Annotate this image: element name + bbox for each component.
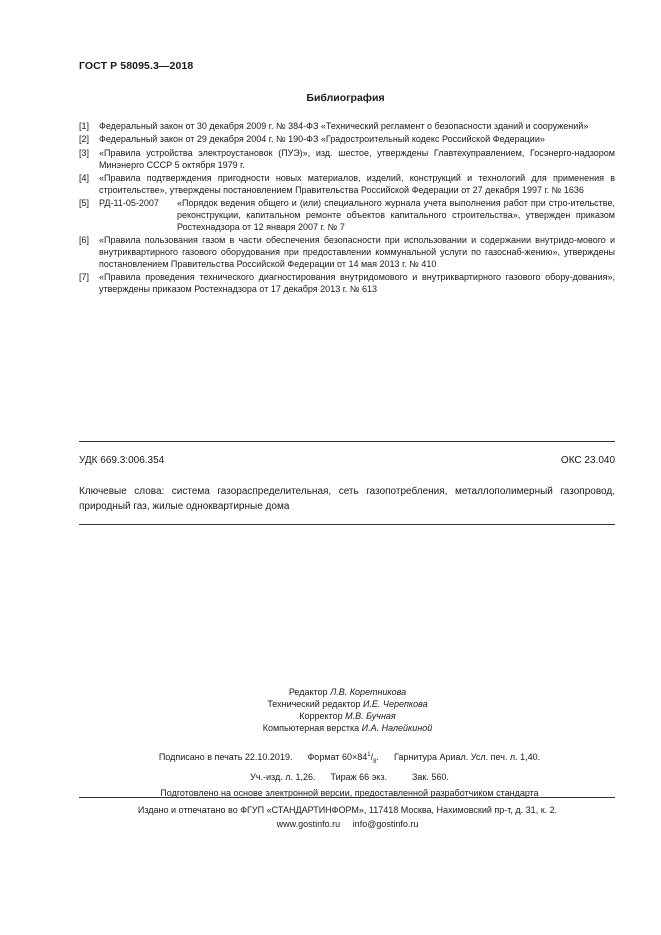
publication-info	[0, 748, 661, 801]
section-title: Библиография	[306, 92, 385, 104]
credit-corrector	[0, 710, 661, 722]
format-period: .	[376, 752, 379, 762]
paper-format: Формат 60×84	[307, 752, 368, 762]
bib-text: «Правила устройства электроустановок (ПУЭ)», изд. шестое, утверждены Главтехуправлением, Госэнерго-надзором Минэнерго СССР 5 октября 1979 г.	[99, 147, 615, 170]
publisher-contacts	[0, 817, 661, 831]
edition-sheets: Уч.-изд. л. 1,26.	[250, 772, 316, 783]
bibliography-item	[79, 198, 615, 233]
standard-header: ГОСТ Р 58095.3—2018	[79, 60, 194, 72]
bibliography-item	[79, 134, 615, 146]
website-link[interactable]: www.gostinfo.ru	[276, 819, 341, 829]
keywords: Ключевые слова: система газораспределительная, сеть газопотребления, металлополимерный газопровод, природный газ, жилые одноквартирные дома	[79, 486, 615, 512]
credit-name: М.В. Бучная	[345, 711, 396, 721]
credit-label: Корректор	[299, 711, 343, 721]
bib-code: РД-11-05-2007	[99, 198, 159, 209]
bib-number: [3]	[79, 147, 90, 158]
credit-name: Л.В. Коретникова	[330, 687, 407, 697]
divider	[79, 441, 615, 442]
credit-name: И.А. Налейкиной	[361, 723, 433, 733]
bibliography-item	[79, 235, 615, 270]
bib-number: [4]	[79, 172, 90, 183]
publication-line: Подписано в печать 22.10.2019. Формат $60\times 84^1/_8$. Гарнитура Ариал. Усл. печ. л. 1,40.	[158, 752, 541, 765]
bib-text: «Правила пользования газом в части обеспечения безопасности при использовании и содержании внутридо-мового и внутриквартирного газового оборудования при предоставлении коммунальной услуги по газоснаб-жению», утверждены постановлением Правительства Российской Федерации от 14 мая 2013 г. № 410	[99, 235, 615, 269]
divider	[79, 797, 615, 798]
email-link[interactable]: info@gostinfo.ru	[352, 819, 419, 829]
credit-label: Компьютерная верстка	[262, 723, 360, 733]
credit-label: Редактор	[288, 687, 328, 697]
typeface-info: Гарнитура Ариал. Усл. печ. л. 1,40.	[393, 752, 541, 762]
credit-editor	[0, 686, 661, 698]
order-number: Зак. 560.	[411, 772, 449, 783]
bib-number: [5]	[79, 198, 90, 209]
bibliography-item	[79, 148, 615, 172]
bib-text: Федеральный закон от 29 декабря 2004 г. № 190-ФЗ «Градостроительный кодекс Российской Федерации»	[99, 134, 545, 145]
bib-number: [2]	[79, 134, 90, 145]
bib-text: Федеральный закон от 30 декабря 2009 г. № 384-ФЗ «Технический регламент о безопасности зданий и сооружений»	[99, 121, 589, 131]
udk-code: УДК 669.3:006.354	[79, 455, 165, 466]
format-fraction-den: 8	[373, 758, 377, 765]
bibliography-item	[79, 173, 615, 197]
credits-block	[0, 686, 661, 734]
bib-text: «Порядок ведения общего и (или) специального журнала учета выполнения работ при стро-ительстве, реконструкции, капитальном ремонте объектов капитального строительства», утвержден приказом Ростехнадзора от 12 января 2007 г. № 7	[177, 198, 615, 232]
classification-row	[79, 455, 615, 466]
bibliography-item	[79, 272, 615, 296]
bibliography-list	[79, 121, 615, 297]
credit-layout	[0, 722, 661, 734]
publication-line	[0, 770, 661, 786]
divider	[79, 524, 615, 525]
bib-number: [6]	[79, 235, 90, 246]
credit-name: И.Е. Черепкова	[362, 699, 428, 709]
bib-text: «Правила проведения технического диагностирования внутридомового и внутриквартирного газового обору-дования», утверждены приказом Ростехнадзора от 17 декабря 2013 г. № 613	[99, 272, 615, 294]
bibliography-item	[79, 121, 615, 133]
credit-tech-editor	[0, 698, 661, 710]
bib-number: [1]	[79, 121, 90, 131]
publisher-address: Издано и отпечатано во ФГУП «СТАНДАРТИНФОРМ», 117418 Москва, Нахимовский пр-т, д. 31, к. 2.	[137, 805, 558, 815]
oks-code: ОКС 23.040	[560, 455, 615, 466]
print-run: Тираж 66 экз.	[330, 772, 387, 783]
signed-date: Подписано в печать 22.10.2019.	[158, 752, 293, 762]
bib-number: [7]	[79, 272, 90, 283]
publisher-footer	[0, 803, 661, 831]
credit-label: Технический редактор	[267, 699, 361, 709]
bib-text: «Правила подтверждения пригодности новых материалов, изделий, конструкций и технологий для применения в строительстве», утверждены постановлением Правительства Российской Федерации от 27 декабря 1997 г. № 1636	[99, 172, 615, 195]
format-fraction-num: 1	[367, 752, 371, 758]
publication-line: Подготовлено на основе электронной версии, предоставленной разработчиком стандарта	[160, 787, 539, 798]
